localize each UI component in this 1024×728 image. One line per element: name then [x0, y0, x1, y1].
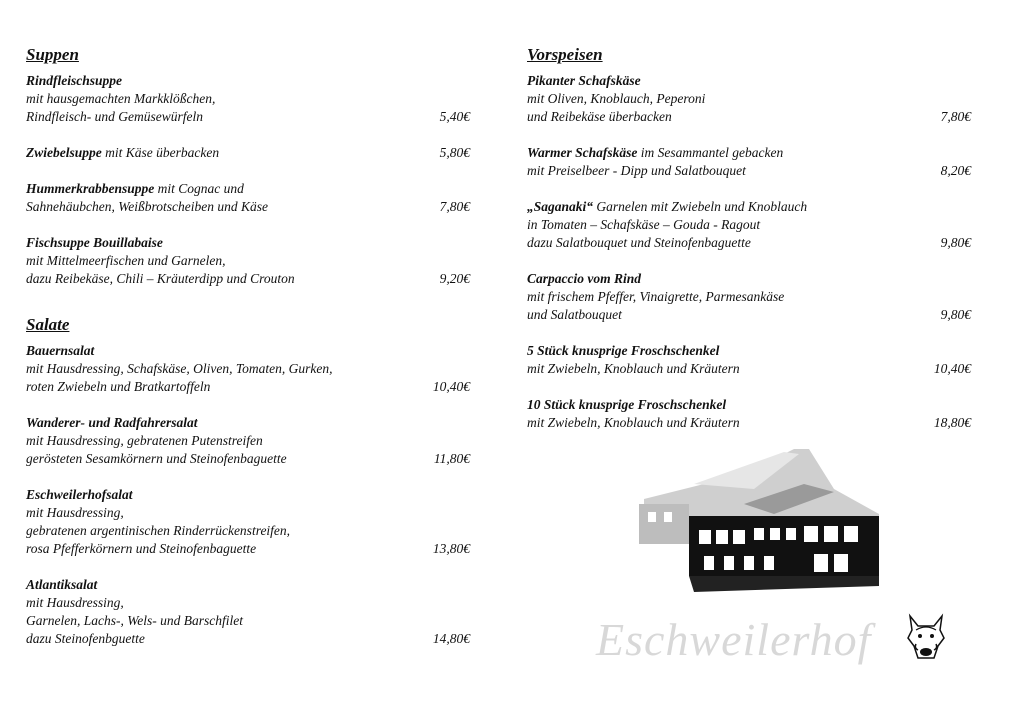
item-description-line — [26, 594, 470, 612]
item-price: 14,80€ — [432, 631, 470, 646]
item-description: und Reibekäse überbacken — [527, 109, 672, 124]
item-description-line — [527, 108, 971, 126]
item-description-line — [26, 90, 470, 108]
item-description-line — [26, 612, 470, 630]
item-description: Garnelen, Lachs-, Wels- und Barschfilet — [26, 613, 243, 628]
item-heading-line — [527, 396, 971, 414]
item-description-line — [26, 360, 470, 378]
item-description: roten Zwiebeln und Bratkartoffeln — [26, 379, 211, 394]
left-column — [26, 44, 470, 666]
item-heading-line — [527, 342, 971, 360]
item-name: Zwiebelsuppe — [26, 145, 102, 160]
menu-item — [26, 144, 470, 162]
item-inline-description: Garnelen mit Zwiebeln und Knoblauch — [593, 199, 808, 214]
item-price: 5,40€ — [439, 109, 470, 124]
item-description-line — [26, 108, 470, 126]
item-description: mit Hausdressing, — [26, 505, 124, 520]
section-title: Vorspeisen — [527, 45, 603, 64]
item-description: rosa Pfefferkörnern und Steinofenbaguette — [26, 541, 257, 556]
item-description: in Tomaten – Schafskäse – Gouda - Ragout — [527, 217, 761, 232]
item-description: mit Zwiebeln, Knoblauch und Kräutern — [527, 361, 740, 376]
item-heading-line — [26, 486, 470, 504]
item-description-line — [26, 504, 470, 522]
item-name: Pikanter Schafskäse — [527, 73, 641, 88]
menu-item — [527, 396, 971, 432]
item-heading-line — [527, 72, 971, 90]
item-price: 10,40€ — [432, 379, 470, 394]
item-name: Eschweilerhofsalat — [26, 487, 133, 502]
item-description-line — [527, 360, 971, 378]
item-heading-line — [26, 144, 470, 162]
section-title: Salate — [26, 315, 70, 334]
item-description: Sahnehäubchen, Weißbrotscheiben und Käse — [26, 199, 268, 214]
item-description-line — [26, 630, 470, 648]
menu-item — [26, 414, 470, 468]
item-price: 9,80€ — [940, 235, 971, 250]
item-description-line — [26, 522, 470, 540]
item-name: Wanderer- und Radfahrersalat — [26, 415, 198, 430]
item-description: mit Preiselbeer - Dipp und Salatbouquet — [527, 163, 746, 178]
menu-item — [26, 180, 470, 216]
item-name: „Saganaki“ — [527, 199, 594, 214]
item-name: Hummerkrabbensuppe — [26, 181, 155, 196]
item-name: Fischsuppe Bouillabaise — [26, 235, 163, 250]
item-heading-line — [26, 234, 470, 252]
logo-wordmark: Eschweilerhof — [596, 614, 872, 665]
item-inline-description: mit Käse überbacken — [101, 145, 220, 160]
item-price: 11,80€ — [433, 451, 470, 466]
item-description-line — [26, 198, 470, 216]
item-price: 7,80€ — [940, 109, 971, 124]
item-description-line — [527, 162, 971, 180]
item-description: mit Hausdressing, Schafskäse, Oliven, Tomaten, Gurken, — [26, 361, 333, 376]
item-description: gerösteten Sesamkörnern und Steinofenbaguette — [26, 451, 287, 466]
menu-item — [527, 144, 971, 180]
item-price: 10,40€ — [933, 361, 971, 376]
item-description: gebratenen argentinischen Rinderrückenstreifen, — [26, 523, 291, 538]
item-description: mit hausgemachten Markklößchen, — [26, 91, 216, 106]
item-description: mit frischem Pfeffer, Vinaigrette, Parmesankäse — [527, 289, 785, 304]
item-heading-line — [26, 414, 470, 432]
menu-item — [527, 270, 971, 324]
item-description-line — [26, 432, 470, 450]
item-description-line — [527, 216, 971, 234]
item-description-line — [527, 288, 971, 306]
menu-item — [527, 342, 971, 378]
item-description-line — [527, 414, 971, 432]
item-description: dazu Reibekäse, Chili – Kräuterdipp und Crouton — [26, 271, 295, 286]
section-title: Suppen — [26, 45, 79, 64]
item-description-line — [26, 270, 470, 288]
item-description: dazu Salatbouquet und Steinofenbaguette — [527, 235, 751, 250]
menu-item — [26, 72, 470, 126]
item-description-line — [26, 378, 470, 396]
menu-item — [527, 198, 971, 252]
item-description-line — [527, 90, 971, 108]
item-heading-line — [26, 180, 470, 198]
menu-section — [26, 44, 470, 314]
item-price: 5,80€ — [439, 145, 470, 160]
item-heading-line — [527, 270, 971, 288]
item-description-line — [527, 234, 971, 252]
item-name: Warmer Schafskäse — [527, 145, 638, 160]
menu-item — [527, 72, 971, 126]
item-name: 5 Stück knusprige Froschschenkel — [527, 343, 720, 358]
item-name: Atlantiksalat — [26, 577, 98, 592]
item-description: dazu Steinofenbguette — [26, 631, 145, 646]
item-description: mit Hausdressing, gebratenen Putenstreifen — [26, 433, 263, 448]
item-name: Carpaccio vom Rind — [527, 271, 641, 286]
item-price: 8,20€ — [940, 163, 971, 178]
item-description: mit Hausdressing, — [26, 595, 124, 610]
menu-section — [527, 44, 971, 432]
item-description: Rindfleisch- und Gemüsewürfeln — [26, 109, 203, 124]
item-name: Rindfleischsuppe — [26, 73, 123, 88]
item-price: 7,80€ — [439, 199, 470, 214]
item-price: 9,80€ — [940, 307, 971, 322]
item-price: 9,20€ — [439, 271, 470, 286]
menu-item — [26, 234, 470, 288]
section-spacer — [26, 306, 470, 314]
item-name: 10 Stück knusprige Froschschenkel — [527, 397, 727, 412]
item-description: mit Oliven, Knoblauch, Peperoni — [527, 91, 706, 106]
item-description-line — [26, 450, 470, 468]
building-illustration — [634, 444, 884, 594]
item-heading-line — [26, 576, 470, 594]
item-heading-line — [527, 198, 971, 216]
item-name: Bauernsalat — [26, 343, 95, 358]
boar-head-icon — [904, 612, 948, 662]
item-description-line — [26, 540, 470, 558]
item-price: 18,80€ — [933, 415, 971, 430]
menu-item — [26, 342, 470, 396]
menu-section — [26, 314, 470, 648]
item-description: und Salatbouquet — [527, 307, 622, 322]
item-description: mit Mittelmeerfischen und Garnelen, — [26, 253, 226, 268]
item-heading-line — [527, 144, 971, 162]
item-description-line — [26, 252, 470, 270]
item-heading-line — [26, 72, 470, 90]
item-description-line — [527, 306, 971, 324]
menu-item — [26, 486, 470, 558]
item-heading-line — [26, 342, 470, 360]
item-description: mit Zwiebeln, Knoblauch und Kräutern — [527, 415, 740, 430]
right-column — [527, 44, 971, 450]
menu-item — [26, 576, 470, 648]
item-inline-description: mit Cognac und — [154, 181, 244, 196]
item-inline-description: im Sesammantel gebacken — [637, 145, 784, 160]
item-price: 13,80€ — [432, 541, 470, 556]
